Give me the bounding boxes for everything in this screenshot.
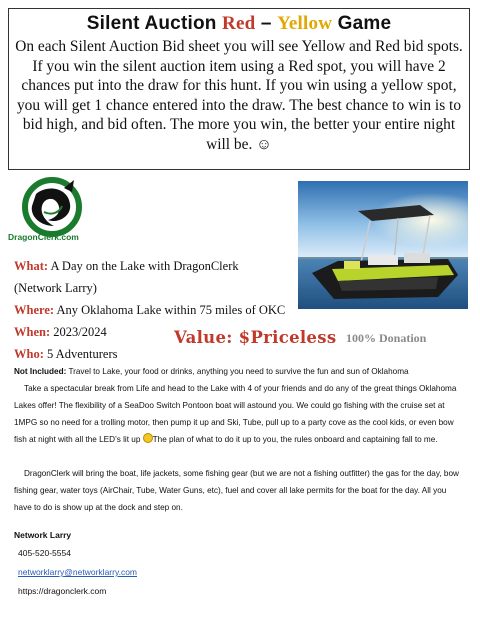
who-field: Who: 5 Adventurers [14, 347, 118, 361]
title-red-word: Red [222, 13, 256, 34]
what-field-line2 [14, 281, 97, 296]
dragon-logo-icon [14, 176, 92, 238]
smiley-icon [143, 433, 153, 443]
title-yellow-word: Yellow [277, 13, 333, 34]
when-value: 2023/2024 [53, 325, 107, 339]
not-included-text: Not Included: Travel to Lake, your food or drinks, anything you need to survive the fun and sun of Oklahoma [14, 367, 409, 376]
donation-text: 100% Donation [346, 331, 427, 345]
game-rules-text: On each Silent Auction Bid sheet you will see Yellow and Red bid spots. If you win the silent auction item using a Red spot, you will have 2 chances put into the draw for this hunt. If you win using a yellow spot, you will get 1 chance entered into the draw. The best chance to win is to bid high, and bid often. The more you win, the better your entire night will be. ☺ [15, 38, 463, 153]
what-value: A Day on the Lake with DragonClerk [50, 259, 239, 273]
when-field: When: 2023/2024 [14, 325, 107, 339]
what-field: What: A Day on the Lake with DragonClerk [14, 259, 239, 273]
game-rules-box [8, 8, 470, 170]
where-value: Any Oklahoma Lake within 75 miles of OKC [56, 303, 286, 317]
what-value-2: (Network Larry) [14, 281, 97, 295]
boat-photo [298, 181, 468, 309]
who-value: 5 Adventurers [47, 347, 118, 361]
contact-email-link[interactable]: networklarry@networklarry.com [18, 567, 137, 577]
description-paragraph-2: DragonClerk will bring the boat, life jackets, some fishing gear (but we are not a fishing outfitter) the gas for the day, bow fishing gear, water toys (AirChair, Tube, Water Guns, etc), fuel and cover all lake permits for the boat for the day. All you have to do is show up at the dock and step on. [14, 469, 459, 512]
contact-website: https://dragonclerk.com [18, 586, 107, 596]
logo-caption: DragonClerk.com [8, 232, 79, 242]
description-paragraph-1: Take a spectacular break from Life and head to the Lake with 4 of your friends and do any of the great things Oklahoma Lakes offer! The flexibility of a SeaDoo Switch Pontoon boat will astound you. We could go fishing with the cruise set at 1MPG so no need for a trolling motor, then pump it up and Ski, Tube, pull up to a party cove as the cool kids, or even bow fish at night with all the LED’s lit up The plan of what to do it up to you, the rules onboard and captaining fall to me. [14, 384, 457, 444]
contact-phone: 405-520-5554 [18, 548, 71, 558]
page-title: Silent Auction Red – Yellow Game [86, 13, 392, 34]
where-field: Where: Any Oklahoma Lake within 75 miles of OKC [14, 303, 286, 317]
contact-name: Network Larry [14, 530, 72, 540]
value-text: Value: $Priceless [174, 328, 337, 347]
